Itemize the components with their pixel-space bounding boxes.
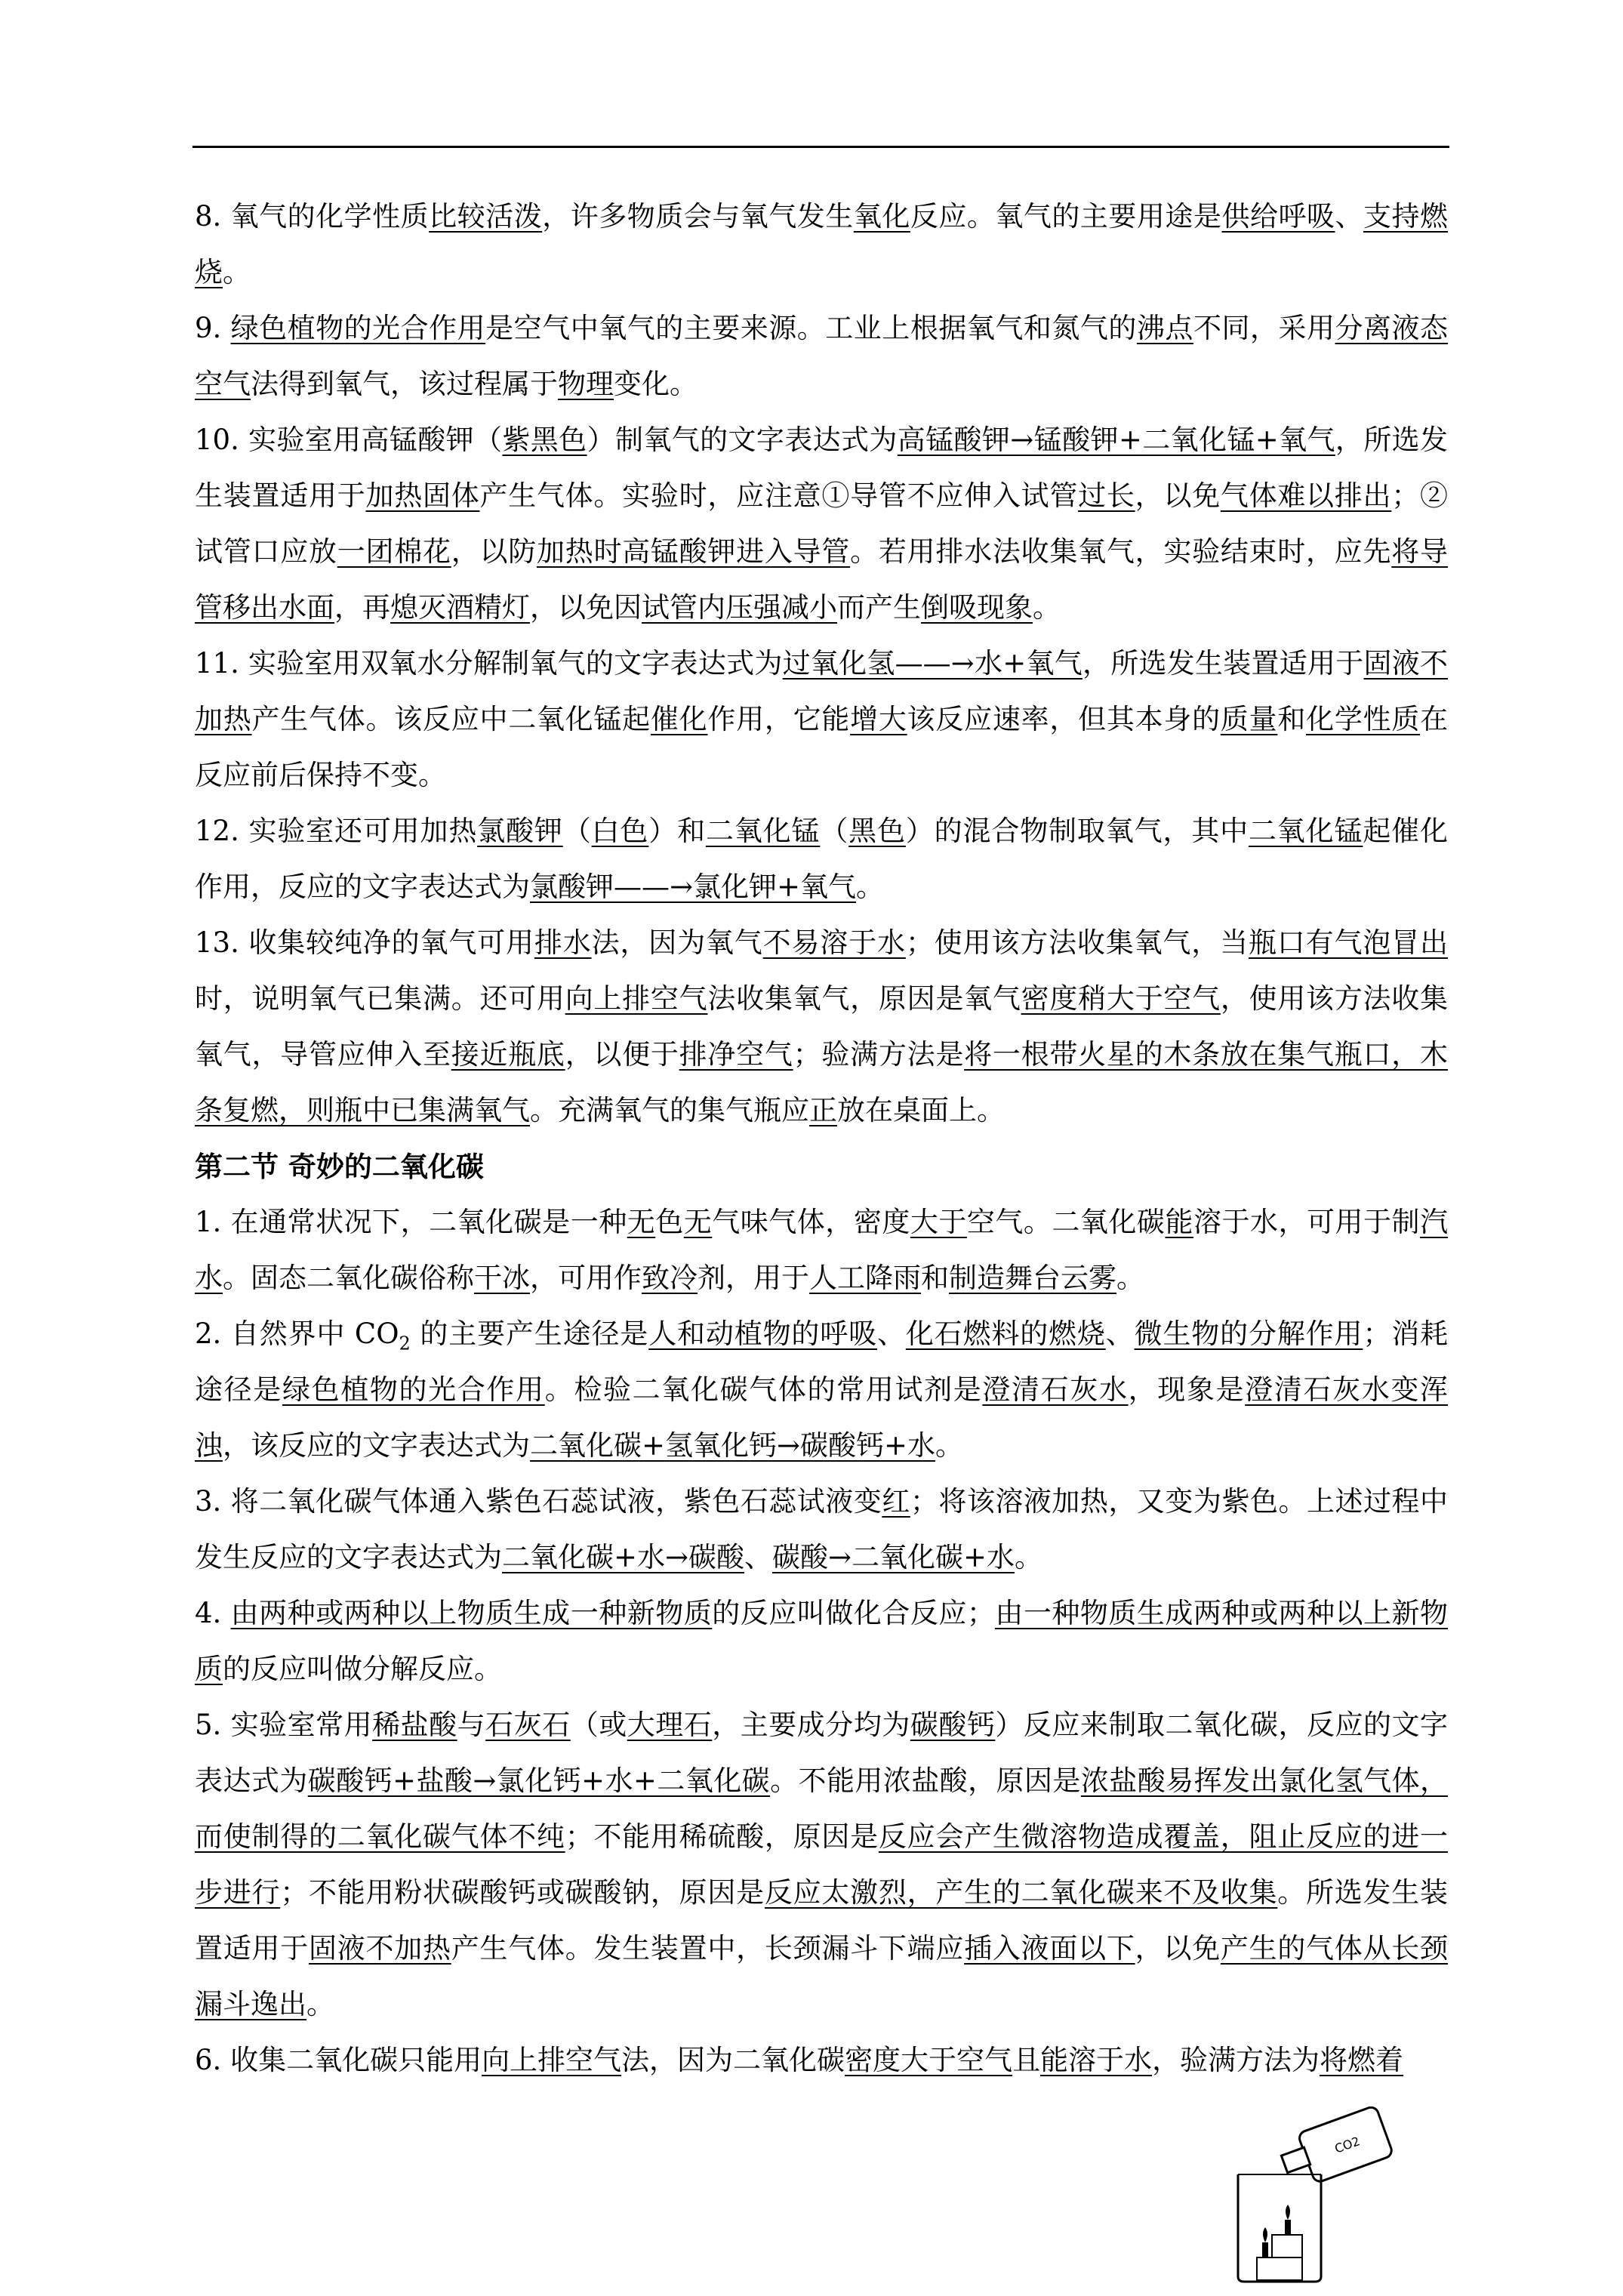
text-run: 色 [655,1206,684,1238]
text-run: 和 [921,1262,949,1294]
answer-blank: 氧化 [853,200,910,233]
paragraph [195,636,1448,803]
answer-blank: 能 [1165,1206,1193,1238]
paragraph [195,1586,1448,1697]
answer-blank: 产生的气体从长颈漏斗逸出 [195,1932,1449,2020]
answer-blank: 支持燃烧 [195,200,1449,288]
paragraph [195,1697,1448,2032]
paragraph [195,189,1448,300]
answer-blank: 密度大于空气 [845,2044,1013,2076]
answer-blank: 过氧化氢——→水+氧气 [782,647,1083,680]
answer-blank: 绿色植物的光合作用 [230,312,486,344]
text-run: 不同，采用 [1193,312,1335,344]
answer-blank: 碳酸钙+盐酸→氯化钙+水+二氧化碳 [307,1764,771,1797]
answer-blank: 澄清石灰水 [982,1373,1129,1406]
text-run: 变化。 [614,368,698,400]
answer-blank: 加热时高锰酸钾进入导管 [536,535,851,568]
answer-blank: 将导管移出水面 [195,535,1449,624]
text-run: ）的混合物制取氧气，其中 [905,815,1249,847]
text-run: 6. 收集二氧化碳只能用 [195,2044,482,2076]
answer-blank: 汽水 [195,1206,1449,1294]
answer-blank: 二氧化碳+氢氧化钙→碳酸钙+水 [530,1429,936,1462]
answer-blank: 石灰石 [485,1709,571,1741]
text-run: 放在桌面上。 [837,1094,1005,1126]
text-run: 、 [744,1541,773,1573]
answer-blank: 大理石 [627,1709,713,1741]
answer-blank: 物理 [558,368,614,400]
text-run: 法收集氧气，原因是氧气 [707,982,1021,1015]
answer-blank: 插入液面以下 [964,1932,1135,1965]
text-run: 空气。二氧化碳 [966,1206,1166,1238]
text-run: 作用，它能 [707,703,851,735]
answer-blank: 向上排空气 [482,2044,622,2076]
text-run: ）制氧气的文字表达式为 [587,424,898,456]
answer-blank: 固液不加热 [308,1932,451,1965]
text-run: 、 [1335,200,1364,233]
header-rule [192,146,1449,148]
text-run: 。 [1015,1541,1043,1573]
text-run: 。充满氧气的集气瓶应 [530,1094,809,1126]
text-run: ，现象是 [1128,1373,1246,1406]
answer-blank: 正 [809,1094,837,1126]
text-run: 。 [1033,591,1061,624]
answer-blank: 接近瓶底 [451,1038,565,1071]
paragraph [195,915,1448,1139]
text-run: ，使用该方法收集氧气，导管应伸入至 [195,982,1449,1071]
answer-blank: 反应太激烈，产生的二氧化碳来不及收集 [764,1876,1278,1909]
text-run: ，验满方法为 [1152,2044,1320,2076]
section-heading: 第二节 奇妙的二氧化碳 [195,1150,484,1183]
paragraph [195,1306,1448,1474]
answer-blank: 二氧化碳+水→碳酸 [502,1541,745,1573]
paragraph [195,1194,1448,1306]
text-run: 的主要产生途径是 [410,1318,649,1350]
text-run: ，主要成分均为 [712,1709,910,1741]
text-run: 。固态二氧化碳俗称 [223,1262,474,1294]
text-run: ，再 [334,591,390,624]
answer-blank: 熄灭酒精灯 [390,591,530,624]
answer-blank: 无 [683,1206,713,1238]
text-run: 法得到氧气，该过程属于 [251,368,558,400]
answer-blank: 向上排空气 [565,982,708,1015]
text-run: ；使用该方法收集氧气，当 [905,926,1249,959]
answer-blank: 加热固体 [365,479,480,512]
text-run: 2. 自然界中 CO [195,1318,399,1350]
text-run: ，该反应的文字表达式为 [223,1429,530,1462]
answer-blank: 气体难以排出 [1220,479,1392,512]
text-run: ，以便于 [565,1038,679,1071]
answer-blank: 致冷 [642,1262,698,1294]
text-run: 1. 在通常状况下，二氧化碳是一种 [195,1206,627,1238]
paragraph [195,300,1448,412]
answer-blank: 固液不加热 [195,647,1448,735]
text-run: 产生气体。实验时，应注意①导管不应伸入试管 [479,479,1079,512]
answer-blank: 将燃着 [1320,2044,1404,2076]
text-run: 。 [935,1429,964,1462]
bottle-label: CO2 [1332,2134,1362,2156]
answer-blank: 人工降雨 [809,1262,921,1294]
answer-blank: 排净空气 [679,1038,793,1071]
answer-blank: 化学性质 [1306,703,1421,735]
text-run: 反应。氧气的主要用途是 [910,200,1222,233]
text-run: 。 [306,1988,334,2020]
text-run: ，以免 [1135,479,1221,512]
text-run: 法，因为氧气 [591,926,763,959]
text-run: ）反应来制取二氧化碳，反应的文字表达式为 [195,1709,1449,1797]
text-run: 8. 氧气的化学性质 [195,200,430,233]
answer-blank: 绿色植物的光合作用 [282,1373,545,1406]
answer-blank: 制造舞台云雾 [949,1262,1116,1294]
text-run: ）和 [648,815,706,847]
text-run: 是空气中氧气的主要来源。工业上根据氧气和氮气的 [485,312,1137,344]
text-run: ；消耗途径是 [195,1318,1449,1406]
answer-blank: 澄清石灰水变浑浊 [195,1373,1449,1462]
answer-blank: 增大 [850,703,907,735]
answer-blank: 试管内压强减小 [642,591,837,624]
text-run: 和 [1277,703,1307,735]
answer-blank: 由一种物质生成两种或两种以上新物质 [195,1597,1449,1685]
text-run: 10. 实验室用高锰酸钾（ [195,424,503,456]
answer-blank: 大于 [910,1206,967,1238]
answer-blank: 将一根带火星的木条放在集气瓶口，木条复燃，则瓶中已集满氧气 [195,1038,1449,1126]
text-run: 该反应速率，但其本身的 [907,703,1221,735]
text-run: 在反应前后保持不变。 [195,703,1449,791]
answer-blank: 氯酸钾——→氯化钾+氧气 [530,871,857,903]
text-run: 剂，用于 [698,1262,809,1294]
text-run: 的反应叫做化合反应； [712,1597,995,1629]
co2-pouring-figure [1223,2106,1404,2288]
text-run: ，所选发生装置适用于 [195,424,1449,512]
text-run: 。不能用浓盐酸，原因是 [770,1764,1081,1797]
paragraph [195,412,1448,636]
text-run: 的反应叫做分解反应。 [223,1653,502,1685]
answer-blank: 干冰 [474,1262,530,1294]
answer-blank: 碳酸钙 [910,1709,996,1741]
text-run: ，以免 [1135,1932,1221,1965]
answer-blank: 反应会产生微溶物造成覆盖，阻止反应的进一步进行 [195,1820,1449,1909]
text-run: ，所选发生装置适用于 [1082,647,1364,680]
subscript: 2 [399,1333,411,1354]
answer-blank: 红 [882,1485,910,1518]
text-run: 溶于水，可用于制 [1193,1206,1421,1238]
text-run: 3. 将二氧化碳气体通入紫色石蕊试液，紫色石蕊试液变 [195,1485,882,1518]
text-run: 起催化作用，反应的文字表达式为 [195,815,1449,903]
text-run: 、 [876,1318,906,1350]
text-run: ；验满方法是 [793,1038,965,1071]
text-run: 法，因为二氧化碳 [621,2044,845,2076]
paragraph [195,803,1448,915]
paragraph [195,2032,1448,2088]
text-run: 而产生 [837,591,921,624]
text-run: 。 [856,871,885,903]
text-run: 、 [1105,1318,1135,1350]
answer-blank: 二氧化锰 [1248,815,1363,847]
text-run: 产生气体。该反应中二氧化锰起 [251,703,651,735]
paragraph [195,1474,1448,1586]
answer-blank: 微生物的分解作用 [1134,1318,1363,1350]
text-run: ；不能用稀硫酸，原因是 [565,1820,879,1853]
answer-blank: 排水 [534,926,592,959]
answer-blank: 浓盐酸易挥发出氯化氢气体，而使制得的二氧化碳气体不纯 [195,1764,1449,1853]
answer-blank: 过长 [1078,479,1135,512]
text-run: 与 [457,1709,486,1741]
answer-blank: 密度稍大于空气 [1021,982,1221,1015]
text-run: 4. [195,1597,231,1629]
text-run: ，以防 [451,535,537,568]
text-run: 时，说明氧气已集满。还可用 [195,982,565,1015]
answer-blank: 高锰酸钾→锰酸钾+二氧化锰+氧气 [897,424,1335,456]
text-run: ；②试管口应放 [195,479,1449,568]
answer-blank: 质量 [1220,703,1278,735]
answer-blank: 紫黑色 [502,424,587,456]
answer-blank: 由两种或两种以上物质生成一种新物质 [230,1597,713,1629]
text-run: ，许多物质会与氧气发生 [542,200,854,233]
text-run: 5. 实验室常用 [195,1709,373,1741]
answer-blank: 供给呼吸 [1221,200,1335,233]
text-run: 11. 实验室用双氧水分解制氧气的文字表达式为 [195,647,783,680]
text-run: 。 [223,256,251,288]
text-run: 9. [195,312,231,344]
text-run: 12. 实验室还可用加热 [195,815,478,847]
text-run: （ [562,815,592,847]
answer-blank: 不易溶于水 [762,926,906,959]
answer-blank: 人和动植物的呼吸 [648,1318,877,1350]
text-run: （ [820,815,849,847]
answer-blank: 二氧化锰 [705,815,821,847]
answer-blank: 无 [627,1206,656,1238]
answer-blank: 瓶口有气泡冒出 [1248,926,1449,959]
answer-blank: 稀盐酸 [372,1709,457,1741]
answer-blank: 能溶于水 [1040,2044,1153,2076]
text-run: 。检验二氧化碳气体的常用试剂是 [544,1373,983,1406]
document-body [195,189,1448,2088]
text-run: 。 [1116,1262,1144,1294]
answer-blank: 氯酸钾 [477,815,563,847]
answer-blank: 分离液态空气 [195,312,1449,400]
answer-blank: 比较活泼 [429,200,543,233]
text-run: （或 [570,1709,627,1741]
answer-blank: 催化 [650,703,708,735]
text-run: 13. 收集较纯净的氧气可用 [195,926,534,959]
text-run: ；将该溶液加热，又变为紫色。上述过程中发生反应的文字表达式为 [195,1485,1449,1573]
text-run: 。若用排水法收集氧气，实验结束时，应先 [850,535,1392,568]
text-run: 产生气体。发生装置中，长颈漏斗下端应 [451,1932,965,1965]
answer-blank: 一团棉花 [337,535,451,568]
text-run: ，可用作 [530,1262,642,1294]
answer-blank: 碳酸→二氧化碳+水 [772,1541,1015,1573]
text-run: 气味气体，密度 [712,1206,910,1238]
text-run: ；不能用粉状碳酸钙或碳酸钠，原因是 [280,1876,765,1909]
answer-blank: 黑色 [848,815,906,847]
text-run: ，以免因 [530,591,642,624]
text-run: 。所选发生装置适用于 [195,1876,1449,1965]
answer-blank: 白色 [591,815,649,847]
answer-blank: 化石燃料的燃烧 [905,1318,1106,1350]
answer-blank: 沸点 [1136,312,1193,344]
answer-blank: 倒吸现象 [921,591,1033,624]
text-run: 且 [1012,2044,1041,2076]
